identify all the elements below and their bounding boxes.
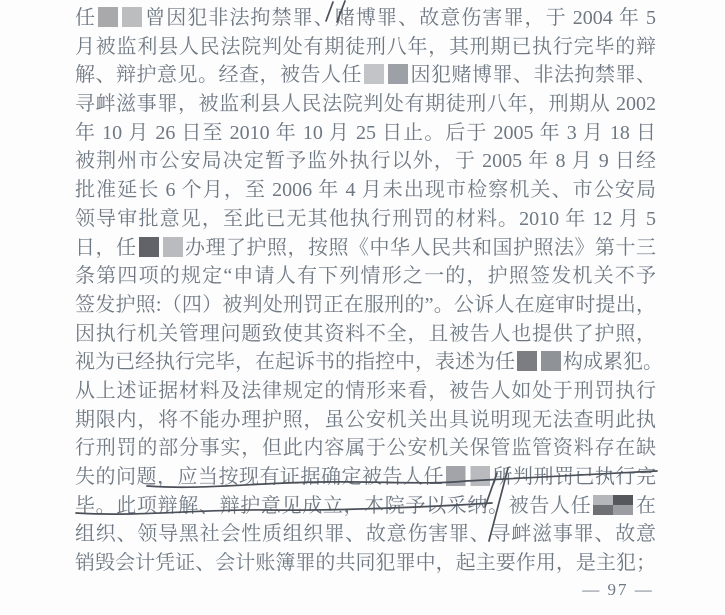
text-line: 寻衅滋事罪，被监利县人民法院判处有期徒刑八年，刑期从 2002 — [75, 93, 656, 116]
text-line — [75, 492, 656, 521]
text-line — [75, 234, 656, 263]
text-segment: 曾因犯非法拘禁罪、赌博罪、故意伤害罪，于 2004 年 5 — [144, 7, 657, 29]
redaction-block — [517, 351, 561, 371]
redaction-block — [593, 495, 633, 515]
text-segment: 日，任 — [75, 236, 137, 259]
text-line: 签发护照:（四）被判处刑罚正在服刑的”。公诉人在庭审时提出， — [75, 293, 656, 316]
text-line: 因执行机关管理问题致使其资料不全，且被告人也提供了护照， — [75, 322, 656, 345]
text-line: 从上述证据材料及法律规定的情形来看，被告人如处于刑罚执行 — [75, 379, 656, 402]
text-line: 年 10 月 26 日至 2010 年 10 月 25 日止。后于 2005 年 3 月 18 日 — [75, 121, 656, 144]
text-line — [75, 348, 663, 377]
text-line: 销毁会计凭证、会计账簿罪的共同犯罪中，起主要作用，是主犯； — [75, 552, 656, 575]
body-text — [75, 4, 663, 578]
text-segment: 所判刑罚已执行完 — [492, 466, 656, 488]
text-line — [75, 61, 656, 90]
text-segment: 解、辩护意见。经查，被告人任 — [75, 64, 362, 87]
redaction-block — [139, 237, 183, 257]
text-line: 组织、领导黑社会性质组织罪、故意伤害罪、寻衅滋事罪、故意 — [75, 523, 656, 546]
redaction-block — [98, 7, 142, 27]
text-segment: 任 — [75, 7, 97, 29]
redaction-block — [364, 64, 408, 84]
text-line — [75, 463, 656, 492]
text-segment: 办理了护照，按照《中华人民共和国护照法》第十三 — [184, 236, 656, 259]
redaction-block — [446, 466, 490, 486]
text-segment: 构成累犯。 — [563, 351, 663, 374]
text-line: 条第四项的规定“申请人有下列情形之一的，护照签发机关不予 — [75, 265, 656, 288]
text-line — [75, 4, 656, 33]
text-segment: 因犯赌博罪、非法拘禁罪、 — [410, 64, 656, 87]
text-line: 月被监利县人民法院判处有期徒刑八年，其刑期已执行完毕的辩 — [75, 35, 656, 58]
text-line: 行刑罚的部分事实，但此内容属于公安机关保管监管资料存在缺 — [75, 437, 656, 460]
text-line: 批准延长 6 个月，至 2006 年 4 月未出现市检察机关、市公安局 — [75, 179, 656, 202]
text-segment: 在 — [635, 494, 657, 517]
text-segment: 毕。此项辩解、辩护意见成立，本院予以采纳。被告人任 — [75, 494, 592, 517]
text-line: 领导审批意见，至此已无其他执行刑罚的材料。2010 年 12 月 5 — [75, 207, 656, 230]
text-segment: 视为已经执行完毕，在起诉书的指控中，表述为任 — [75, 351, 515, 374]
text-segment: 失的问题，应当按现有证据确定被告人任 — [75, 466, 444, 488]
text-line: 期限内，将不能办理护照，虽公安机关出具说明现无法查明此执 — [75, 408, 656, 431]
text-line: 被荆州市公安局决定暂予监外执行以外，于 2005 年 8 月 9 日经 — [75, 150, 656, 173]
page-number: — 97 — — [582, 580, 654, 599]
